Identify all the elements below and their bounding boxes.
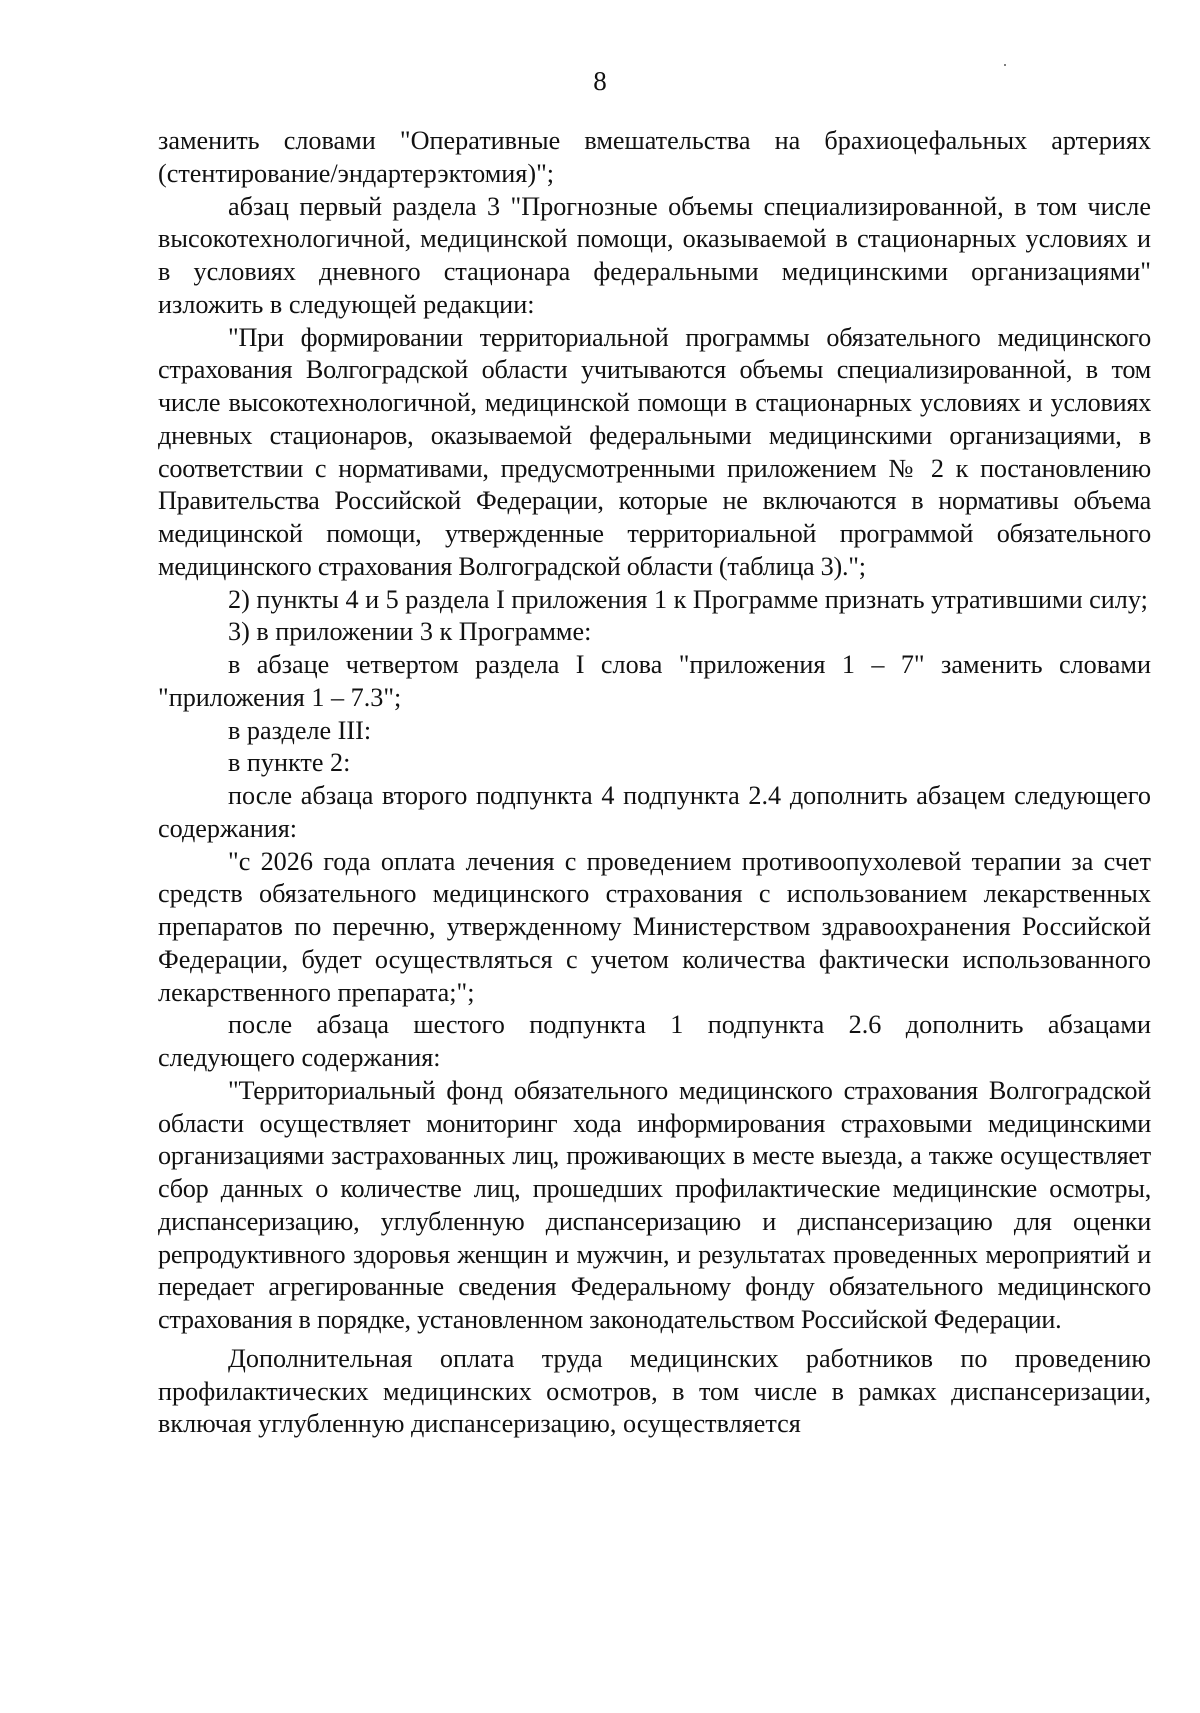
paragraph-2026-payment: "с 2026 года оплата лечения с проведением противоопухолевой терапии за счет средств обязательного медицинского страхования с использованием лекарственных препаратов по перечню, утвержденному Министерством здравоохранения Российской Федерации, будет осуществляться с учетом количества фактически использованного лекарственного препарата;"; xyxy=(158,846,1151,1007)
paragraph-section-3-heading: абзац первый раздела 3 "Прогнозные объемы специализированной, в том числе высокотехнологичной, медицинской помощи, оказываемой в стационарных условиях и в условиях дневного стационара федеральными медицинскими организациями" изложить в следующей редакции: xyxy=(158,191,1151,319)
paragraph-replace-words: заменить словами "Оперативные вмешательства на брахиоцефальных артериях (стентирование/эндартерэктомия)"; xyxy=(158,126,1151,188)
paragraph-section-3-ref: в разделе III: xyxy=(228,715,372,745)
document-body xyxy=(158,125,1151,1441)
page-number: 8 xyxy=(593,66,607,96)
paragraph-point-2-ref: в пункте 2: xyxy=(228,748,351,778)
paragraph-section-1-words: в абзаце четвертом раздела I слова "приложения 1 – 7" заменить словами "приложения 1 – 7.3"; xyxy=(158,650,1151,712)
paragraph-subitem-2-4: после абзаца второго подпункта 4 подпункта 2.4 дополнить абзацем следующего содержания: xyxy=(158,781,1151,843)
paragraph-item-3: 3) в приложении 3 к Программе: xyxy=(228,617,592,647)
paragraph-additional-pay: Дополнительная оплата труда медицинских работников по проведению профилактических медицинских осмотров, в том числе в рамках диспансеризации, включая углубленную диспансеризацию, осуществляется xyxy=(158,1343,1151,1439)
paragraph-territorial-fund: "Территориальный фонд обязательного медицинского страхования Волгоградской области осуществляет мониторинг хода информирования страховыми медицинскими организациями застрахованных лиц, проживающих в месте выезда, а также осуществляет сбор данных о количестве лиц, прошедших профилактические медицинские осмотры, диспансеризацию, углубленную диспансеризацию и диспансеризацию для оценки репродуктивного здоровья женщин и мужчин, и результатах проведенных мероприятий и передает агрегированные сведения Федеральному фонду обязательного медицинского страхования в порядке, установленном законодательством Российской Федерации. xyxy=(158,1075,1151,1334)
scan-speck xyxy=(1004,64,1006,66)
paragraph-item-2: 2) пункты 4 и 5 раздела I приложения 1 к Программе признать утратившими силу; xyxy=(228,584,1148,614)
paragraph-subitem-2-6: после абзаца шестого подпункта 1 подпункта 2.6 дополнить абзацами следующего содержания: xyxy=(158,1010,1151,1072)
paragraph-section-3-new-text: "При формировании территориальной программы обязательного медицинского страхования Волгоградской области учитываются объемы специализированной, в том числе высокотехнологичной, медицинской помощи в стационарных условиях и условиях дневных стационаров, оказываемой федеральными медицинскими организациями, в соответствии с нормативами, предусмотренными приложением № 2 к постановлению Правительства Российской Федерации, которые не включаются в нормативы объема медицинской помощи, утвержденные территориальной программой обязательного медицинского страхования Волгоградской области (таблица 3)."; xyxy=(158,322,1151,581)
